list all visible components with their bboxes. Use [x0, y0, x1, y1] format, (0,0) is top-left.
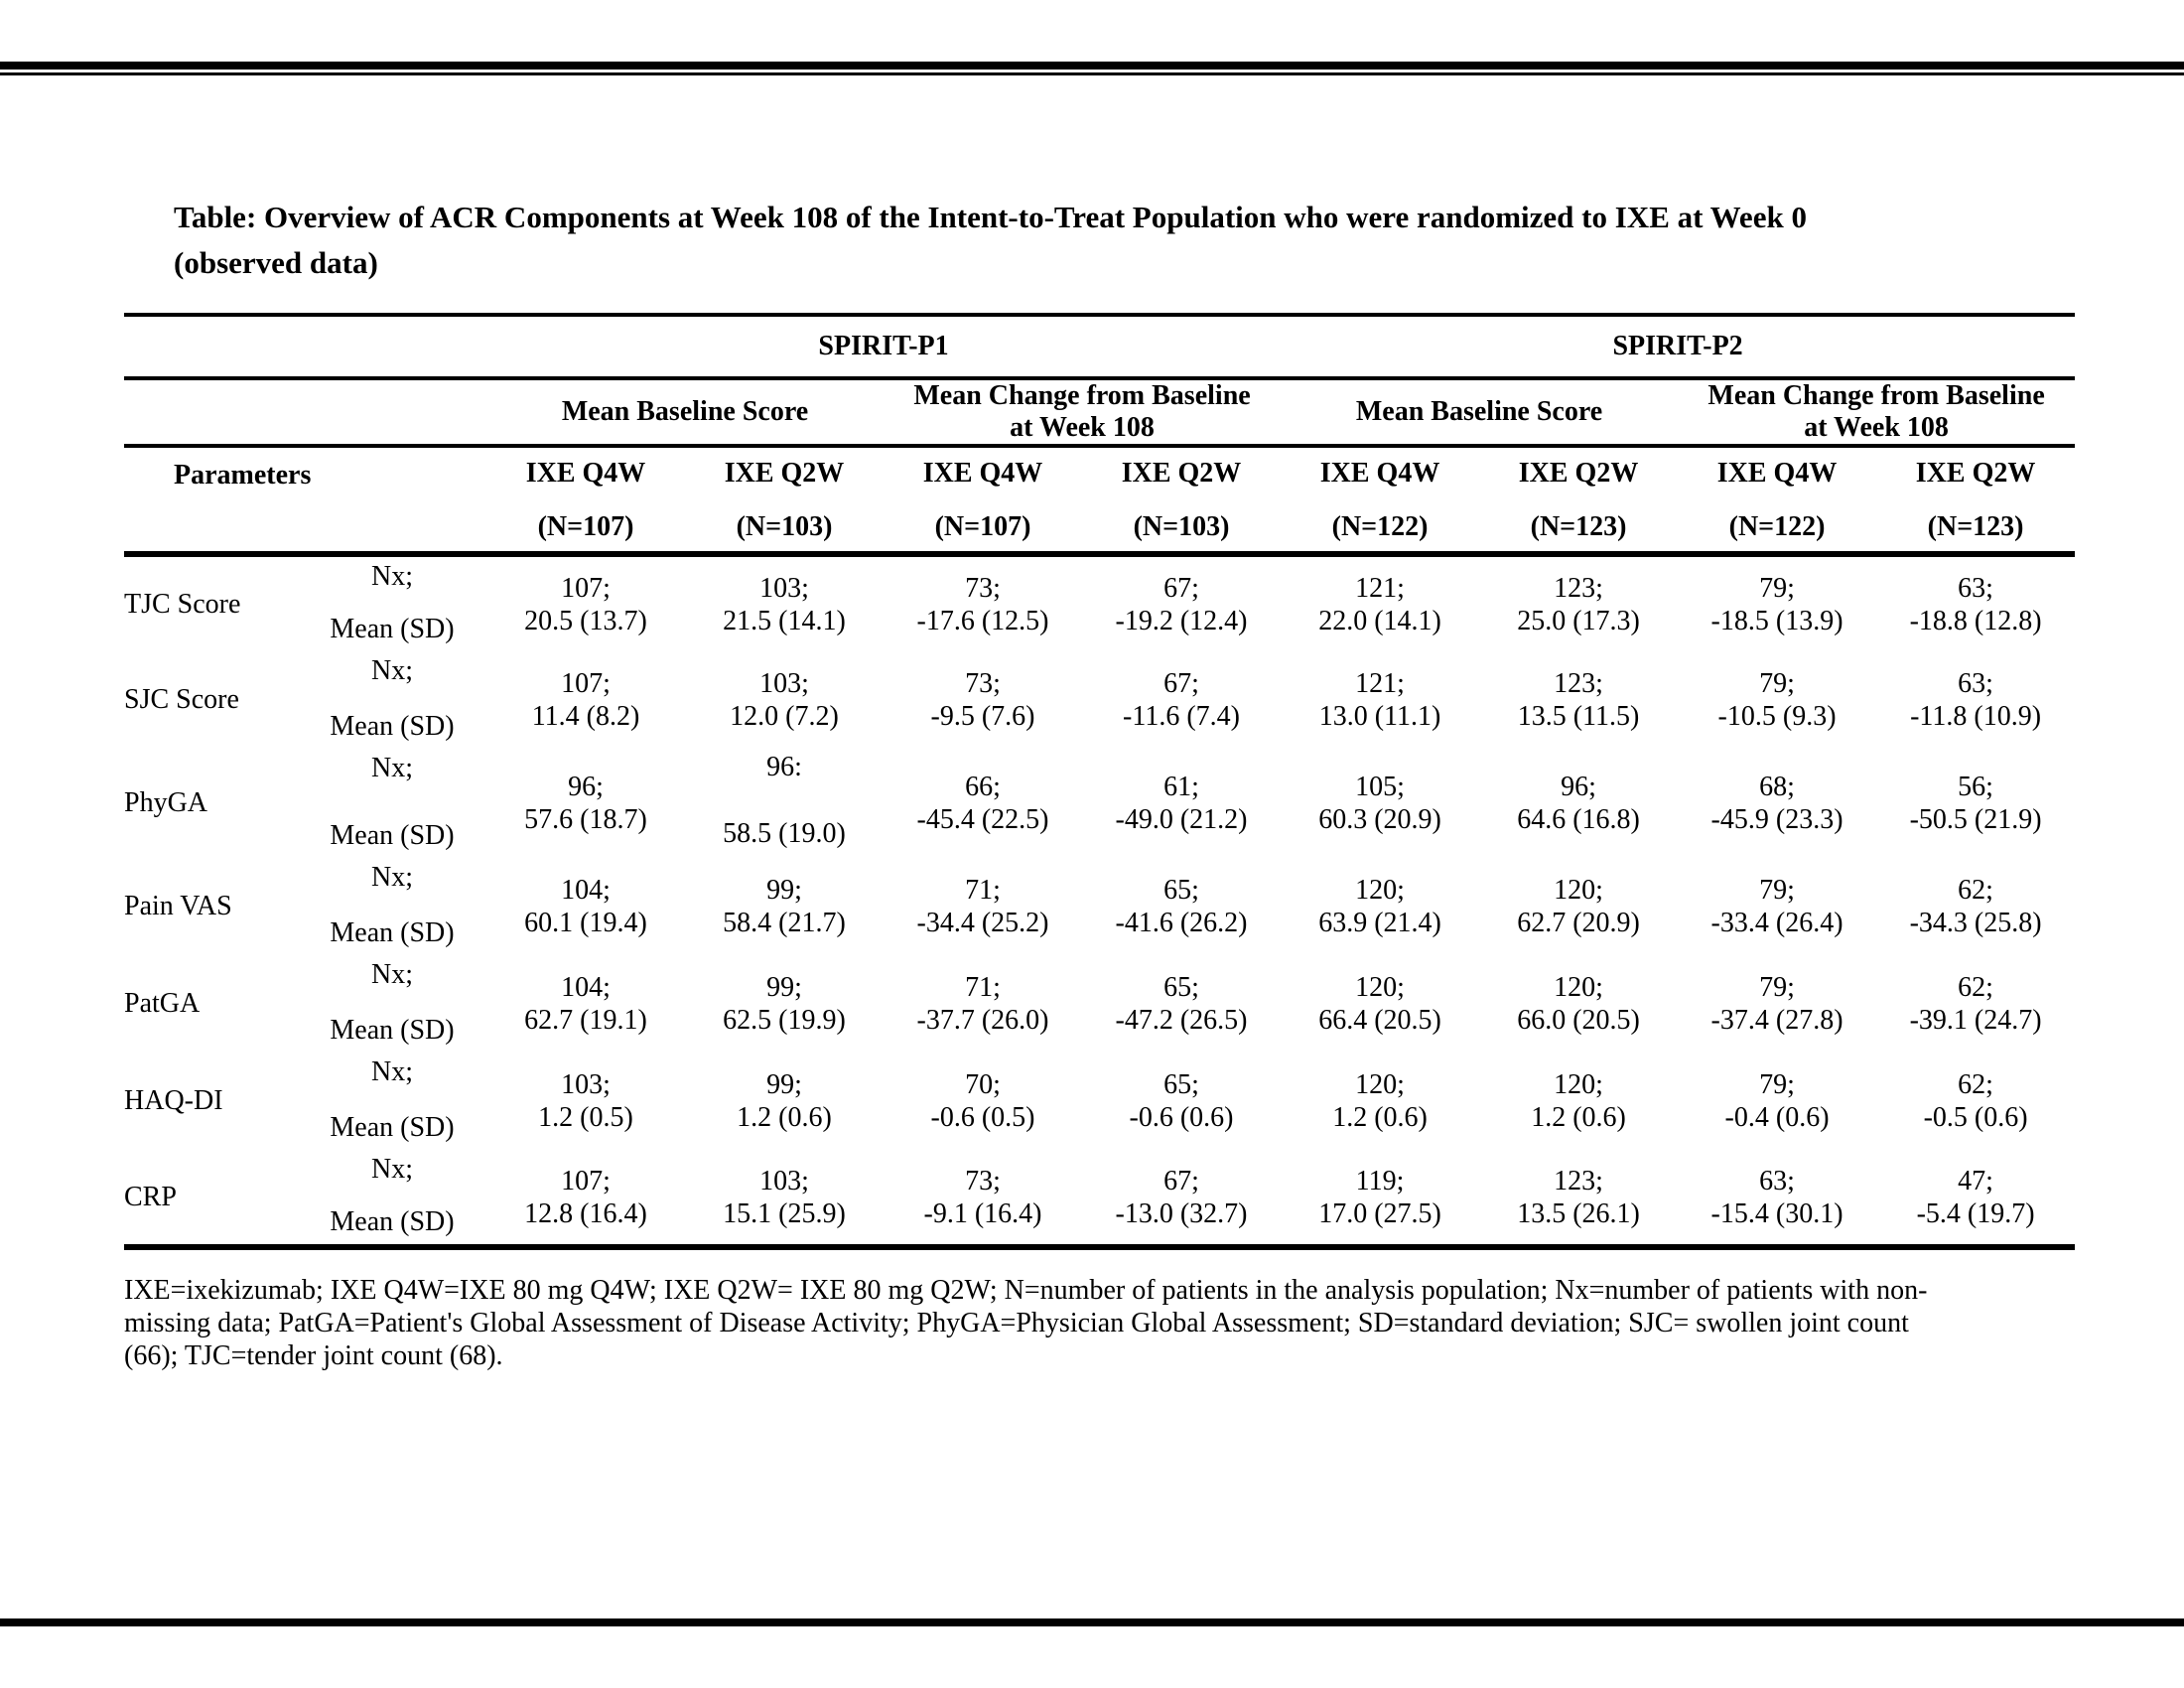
value-cell — [1281, 749, 1479, 858]
nx-value: 67; — [1163, 572, 1199, 604]
value-cell — [1678, 749, 1876, 858]
column-header — [1479, 446, 1678, 554]
column-header — [1082, 446, 1281, 554]
column-header — [486, 446, 685, 554]
mean-sd-value: 66.4 (20.5) — [1318, 1005, 1441, 1036]
nx-value: 71; — [965, 972, 1001, 1003]
nx-value: 120; — [1554, 875, 1603, 906]
mean-sd-value: 25.0 (17.3) — [1517, 605, 1640, 636]
nx-value: 103; — [561, 1069, 611, 1100]
nx-value: 120; — [1355, 1069, 1405, 1100]
value-cell — [685, 955, 884, 1053]
mean-sd-value: -18.5 (13.9) — [1710, 605, 1843, 636]
mean-sd-value: -33.4 (26.4) — [1710, 908, 1843, 938]
mean-sd-sublabel: Mean (SD) — [330, 1112, 455, 1143]
treatment-label: IXE Q4W — [525, 458, 646, 489]
mean-sd-value: -34.4 (25.2) — [916, 908, 1049, 938]
nx-value: 66; — [965, 772, 1001, 802]
nx-value: 79; — [1759, 1069, 1795, 1100]
nx-value: 56; — [1958, 772, 1993, 802]
mean-sd-value: 1.2 (0.5) — [538, 1102, 633, 1133]
n-count-label: (N=122) — [1728, 511, 1826, 542]
mean-sd-sublabel: Mean (SD) — [330, 1015, 455, 1046]
measure-group-header-row — [124, 378, 2075, 446]
value-cell — [486, 955, 685, 1053]
value-cell — [1082, 955, 1281, 1053]
mean-sd-value: -5.4 (19.7) — [1916, 1197, 2035, 1229]
table-footnote — [124, 1274, 2075, 1372]
measure-group-p1-baseline — [486, 378, 884, 446]
nx-value: 67; — [1163, 1165, 1199, 1196]
nx-value: 62; — [1958, 972, 1993, 1003]
value-cell — [1678, 858, 1876, 955]
nx-sublabel: Nx; — [371, 1056, 413, 1087]
table-title-line1: Table: Overview of ACR Components at Week 108 of the Intent-to-Treat Population who were randomized to IXE at Week 0 — [174, 200, 1807, 234]
mean-sd-value: 60.3 (20.9) — [1318, 804, 1441, 835]
mean-sd-value: -9.1 (16.4) — [923, 1197, 1042, 1229]
nx-value: 104; — [561, 972, 611, 1003]
mean-sd-value: 62.7 (19.1) — [524, 1005, 647, 1036]
nx-value: 71; — [965, 875, 1001, 906]
nx-value: 96; — [1561, 772, 1596, 802]
measure-group-p2-change — [1678, 378, 2075, 446]
value-cell — [1281, 1053, 1479, 1150]
treatment-label: IXE Q2W — [1915, 458, 2036, 489]
nx-value: 123; — [1554, 668, 1603, 699]
nx-value: 107; — [561, 1165, 611, 1196]
treatment-label: IXE Q2W — [724, 458, 845, 489]
nx-value: 120; — [1355, 972, 1405, 1003]
table-row — [124, 1053, 2075, 1150]
mean-sd-value: 11.4 (8.2) — [531, 701, 640, 732]
column-header — [1876, 446, 2075, 554]
nx-value: 63; — [1759, 1165, 1795, 1196]
nx-value: 79; — [1759, 572, 1795, 604]
row-sublabels — [298, 1150, 486, 1247]
row-sublabels — [298, 651, 486, 749]
footnote-line: IXE=ixekizumab; IXE Q4W=IXE 80 mg Q4W; IXE Q2W= IXE 80 mg Q2W; N=number of patients in the analysis population; Nx=number of patients with non- — [124, 1275, 1928, 1306]
value-cell — [1876, 955, 2075, 1053]
nx-value: 67; — [1163, 668, 1199, 699]
table-title — [174, 195, 1961, 286]
parameter-label: PhyGA — [124, 787, 208, 818]
parameter-label: TJC Score — [124, 588, 241, 620]
mean-sd-value: -0.4 (0.6) — [1724, 1102, 1830, 1133]
value-cell — [486, 651, 685, 749]
parameter-label: CRP — [124, 1181, 177, 1212]
value-cell — [1876, 651, 2075, 749]
measure-group-label-line1: Mean Change from Baseline — [1707, 380, 2045, 411]
column-header — [884, 446, 1082, 554]
study-group-spirit-p1: SPIRIT-P1 — [486, 315, 1281, 378]
nx-sublabel: Nx; — [371, 561, 413, 592]
value-cell — [1082, 1150, 1281, 1247]
mean-sd-value: 1.2 (0.6) — [1332, 1102, 1428, 1133]
value-cell — [1281, 1150, 1479, 1247]
table-row — [124, 651, 2075, 749]
column-header — [685, 446, 884, 554]
parameter-label: Pain VAS — [124, 891, 232, 921]
mean-sd-value: -0.5 (0.6) — [1923, 1102, 2028, 1133]
mean-sd-value: -41.6 (26.2) — [1115, 908, 1248, 938]
nx-value: 96: — [766, 752, 802, 782]
mean-sd-sublabel: Mean (SD) — [330, 820, 455, 851]
n-count-label: (N=122) — [1331, 511, 1429, 542]
mean-sd-value: 57.6 (18.7) — [524, 804, 647, 835]
nx-sublabel: Nx; — [371, 655, 413, 686]
measure-group-label-line1: Mean Baseline Score — [561, 396, 809, 427]
mean-sd-value: -37.7 (26.0) — [916, 1005, 1049, 1036]
top-thin-rule — [0, 72, 2184, 75]
value-cell — [1479, 955, 1678, 1053]
nx-value: 62; — [1958, 875, 1993, 906]
mean-sd-value: -34.3 (25.8) — [1909, 908, 2042, 938]
value-cell — [685, 1053, 884, 1150]
nx-sublabel: Nx; — [371, 862, 413, 893]
table-row — [124, 858, 2075, 955]
top-thick-rule — [0, 62, 2184, 70]
nx-value: 73; — [965, 668, 1001, 699]
nx-value: 105; — [1355, 772, 1405, 802]
nx-sublabel: Nx; — [371, 753, 413, 783]
footnote-line: (66); TJC=tender joint count (68). — [124, 1340, 503, 1371]
nx-value: 103; — [759, 668, 809, 699]
column-header — [1281, 446, 1479, 554]
value-cell — [1082, 1053, 1281, 1150]
mean-sd-value: 62.5 (19.9) — [723, 1005, 846, 1036]
value-cell — [1281, 955, 1479, 1053]
value-cell — [685, 554, 884, 651]
mean-sd-value: 1.2 (0.6) — [1531, 1102, 1626, 1133]
nx-value: 73; — [965, 572, 1001, 604]
value-cell — [884, 749, 1082, 858]
value-cell — [486, 1150, 685, 1247]
nx-value: 99; — [766, 875, 802, 906]
measure-group-p2-baseline — [1281, 378, 1678, 446]
mean-sd-value: -0.6 (0.6) — [1129, 1102, 1234, 1133]
value-cell — [1876, 749, 2075, 858]
measure-group-label-line2: at Week 108 — [1804, 412, 1949, 443]
value-cell — [685, 749, 884, 858]
value-cell — [1876, 1150, 2075, 1247]
value-cell — [1082, 651, 1281, 749]
nx-value: 120; — [1554, 972, 1603, 1003]
mean-sd-value: -9.5 (7.6) — [930, 701, 1035, 732]
nx-value: 79; — [1759, 668, 1795, 699]
mean-sd-value: 20.5 (13.7) — [524, 605, 647, 636]
value-cell — [1281, 554, 1479, 651]
n-count-label: (N=123) — [1530, 511, 1627, 542]
mean-sd-sublabel: Mean (SD) — [330, 1206, 455, 1237]
measure-group-label-line1: Mean Baseline Score — [1355, 396, 1603, 427]
value-cell — [1281, 858, 1479, 955]
nx-value: 79; — [1759, 875, 1795, 906]
nx-value: 68; — [1759, 772, 1795, 802]
mean-sd-value: 64.6 (16.8) — [1517, 804, 1640, 835]
value-cell — [884, 554, 1082, 651]
nx-value: 47; — [1958, 1165, 1993, 1196]
table-body — [124, 554, 2075, 1247]
mean-sd-value: -45.9 (23.3) — [1710, 804, 1843, 835]
nx-value: 65; — [1163, 972, 1199, 1003]
value-cell — [1082, 749, 1281, 858]
nx-value: 96; — [568, 772, 604, 802]
mean-sd-value: 66.0 (20.5) — [1517, 1005, 1640, 1036]
value-cell — [884, 955, 1082, 1053]
value-cell — [1678, 554, 1876, 651]
nx-value: 99; — [766, 972, 802, 1003]
mean-sd-value: -19.2 (12.4) — [1115, 605, 1248, 636]
nx-value: 65; — [1163, 875, 1199, 906]
nx-value: 123; — [1554, 1165, 1603, 1196]
nx-value: 70; — [965, 1069, 1001, 1100]
n-count-label: (N=107) — [537, 511, 634, 542]
treatment-label: IXE Q2W — [1518, 458, 1639, 489]
treatment-label: IXE Q2W — [1121, 458, 1242, 489]
measure-group-label-line2: at Week 108 — [1010, 412, 1155, 443]
table-row — [124, 1150, 2075, 1247]
mean-sd-value: -11.8 (10.9) — [1910, 701, 2042, 732]
mean-sd-value: -18.8 (12.8) — [1909, 605, 2042, 636]
nx-sublabel: Nx; — [371, 959, 413, 990]
value-cell — [1876, 858, 2075, 955]
nx-value: 121; — [1355, 572, 1405, 604]
mean-sd-value: -50.5 (21.9) — [1909, 804, 2042, 835]
nx-value: 99; — [766, 1069, 802, 1100]
nx-value: 119; — [1355, 1165, 1405, 1196]
acr-components-table — [124, 313, 2075, 1250]
nx-value: 120; — [1355, 875, 1405, 906]
n-count-label: (N=107) — [934, 511, 1031, 542]
value-cell — [486, 749, 685, 858]
mean-sd-value: -45.4 (22.5) — [916, 804, 1049, 835]
study-group-spacer — [124, 315, 486, 378]
value-cell — [1479, 749, 1678, 858]
nx-sublabel: Nx; — [371, 1154, 413, 1185]
mean-sd-value: 15.1 (25.9) — [723, 1197, 846, 1229]
parameter-label: HAQ-DI — [124, 1085, 223, 1116]
value-cell — [486, 1053, 685, 1150]
treatment-label: IXE Q4W — [922, 458, 1043, 489]
mean-sd-value: 58.5 (19.0) — [723, 818, 846, 849]
mean-sd-value: -11.6 (7.4) — [1123, 701, 1240, 732]
mean-sd-value: 21.5 (14.1) — [723, 605, 846, 636]
column-header — [1678, 446, 1876, 554]
nx-value: 62; — [1958, 1069, 1993, 1100]
value-cell — [1479, 554, 1678, 651]
nx-value: 103; — [759, 1165, 809, 1196]
value-cell — [1678, 1053, 1876, 1150]
mean-sd-value: -10.5 (9.3) — [1717, 701, 1837, 732]
nx-value: 123; — [1554, 572, 1603, 604]
bottom-thick-rule — [0, 1618, 2184, 1626]
table-row — [124, 749, 2075, 858]
nx-value: 107; — [561, 668, 611, 699]
value-cell — [1082, 554, 1281, 651]
nx-value: 73; — [965, 1165, 1001, 1196]
nx-value: 104; — [561, 875, 611, 906]
value-cell — [486, 554, 685, 651]
treatment-header-row — [124, 446, 2075, 554]
mean-sd-value: 13.0 (11.1) — [1318, 701, 1441, 732]
value-cell — [884, 1053, 1082, 1150]
parameter-label: PatGA — [124, 988, 201, 1019]
value-cell — [1479, 1053, 1678, 1150]
mean-sd-value: 58.4 (21.7) — [723, 908, 846, 938]
measure-group-p1-change — [884, 378, 1281, 446]
value-cell — [884, 651, 1082, 749]
nx-value: 65; — [1163, 1069, 1199, 1100]
nx-value: 63; — [1958, 572, 1993, 604]
mean-sd-value: -49.0 (21.2) — [1115, 804, 1248, 835]
nx-value: 61; — [1163, 772, 1199, 802]
n-count-label: (N=123) — [1927, 511, 2024, 542]
measure-group-spacer — [124, 378, 486, 446]
table-row — [124, 955, 2075, 1053]
nx-value: 103; — [759, 572, 809, 604]
footnote-line: missing data; PatGA=Patient's Global Assessment of Disease Activity; PhyGA=Physician Global Assessment; SD=standard deviation; SJC= swollen joint count — [124, 1308, 1909, 1338]
row-sublabels — [298, 955, 486, 1053]
row-sublabels — [298, 554, 486, 651]
mean-sd-sublabel: Mean (SD) — [330, 614, 455, 644]
mean-sd-value: 62.7 (20.9) — [1517, 908, 1640, 938]
nx-value: 121; — [1355, 668, 1405, 699]
treatment-label: IXE Q4W — [1716, 458, 1838, 489]
study-group-header-row — [124, 315, 2075, 378]
nx-value: 63; — [1958, 668, 1993, 699]
nx-value: 120; — [1554, 1069, 1603, 1100]
mean-sd-value: 1.2 (0.6) — [737, 1102, 832, 1133]
mean-sd-value: -13.0 (32.7) — [1115, 1197, 1248, 1229]
measure-group-label-line1: Mean Change from Baseline — [913, 380, 1251, 411]
value-cell — [486, 858, 685, 955]
mean-sd-value: 63.9 (21.4) — [1318, 908, 1441, 938]
row-sublabels — [298, 749, 486, 858]
mean-sd-value: 17.0 (27.5) — [1318, 1197, 1441, 1229]
value-cell — [1876, 1053, 2075, 1150]
parameters-header: Parameters — [124, 446, 486, 554]
mean-sd-value: -17.6 (12.5) — [916, 605, 1049, 636]
table-row — [124, 554, 2075, 651]
row-sublabels — [298, 858, 486, 955]
value-cell — [1678, 651, 1876, 749]
mean-sd-value: -37.4 (27.8) — [1710, 1005, 1843, 1036]
mean-sd-value: 13.5 (11.5) — [1517, 701, 1640, 732]
value-cell — [1678, 955, 1876, 1053]
mean-sd-value: -15.4 (30.1) — [1710, 1197, 1843, 1229]
n-count-label: (N=103) — [1133, 511, 1230, 542]
study-group-spirit-p2: SPIRIT-P2 — [1281, 315, 2075, 378]
value-cell — [685, 858, 884, 955]
mean-sd-sublabel: Mean (SD) — [330, 917, 455, 948]
mean-sd-value: 22.0 (14.1) — [1318, 605, 1441, 636]
value-cell — [1479, 651, 1678, 749]
value-cell — [1281, 651, 1479, 749]
value-cell — [1082, 858, 1281, 955]
value-cell — [1479, 1150, 1678, 1247]
mean-sd-value: -0.6 (0.5) — [930, 1102, 1035, 1133]
treatment-label: IXE Q4W — [1319, 458, 1440, 489]
table-title-line2: (observed data) — [174, 245, 378, 280]
mean-sd-value: 13.5 (26.1) — [1517, 1197, 1640, 1229]
mean-sd-value: 12.8 (16.4) — [524, 1197, 647, 1229]
mean-sd-value: 12.0 (7.2) — [730, 701, 839, 732]
nx-value: 79; — [1759, 972, 1795, 1003]
mean-sd-sublabel: Mean (SD) — [330, 711, 455, 742]
value-cell — [1479, 858, 1678, 955]
row-sublabels — [298, 1053, 486, 1150]
parameter-label: SJC Score — [124, 684, 239, 715]
value-cell — [1876, 554, 2075, 651]
n-count-label: (N=103) — [736, 511, 833, 542]
nx-value: 107; — [561, 572, 611, 604]
value-cell — [884, 1150, 1082, 1247]
mean-sd-value: 60.1 (19.4) — [524, 908, 647, 938]
value-cell — [884, 858, 1082, 955]
mean-sd-value: -39.1 (24.7) — [1909, 1005, 2042, 1036]
value-cell — [1678, 1150, 1876, 1247]
value-cell — [685, 1150, 884, 1247]
mean-sd-value: -47.2 (26.5) — [1115, 1005, 1248, 1036]
value-cell — [685, 651, 884, 749]
